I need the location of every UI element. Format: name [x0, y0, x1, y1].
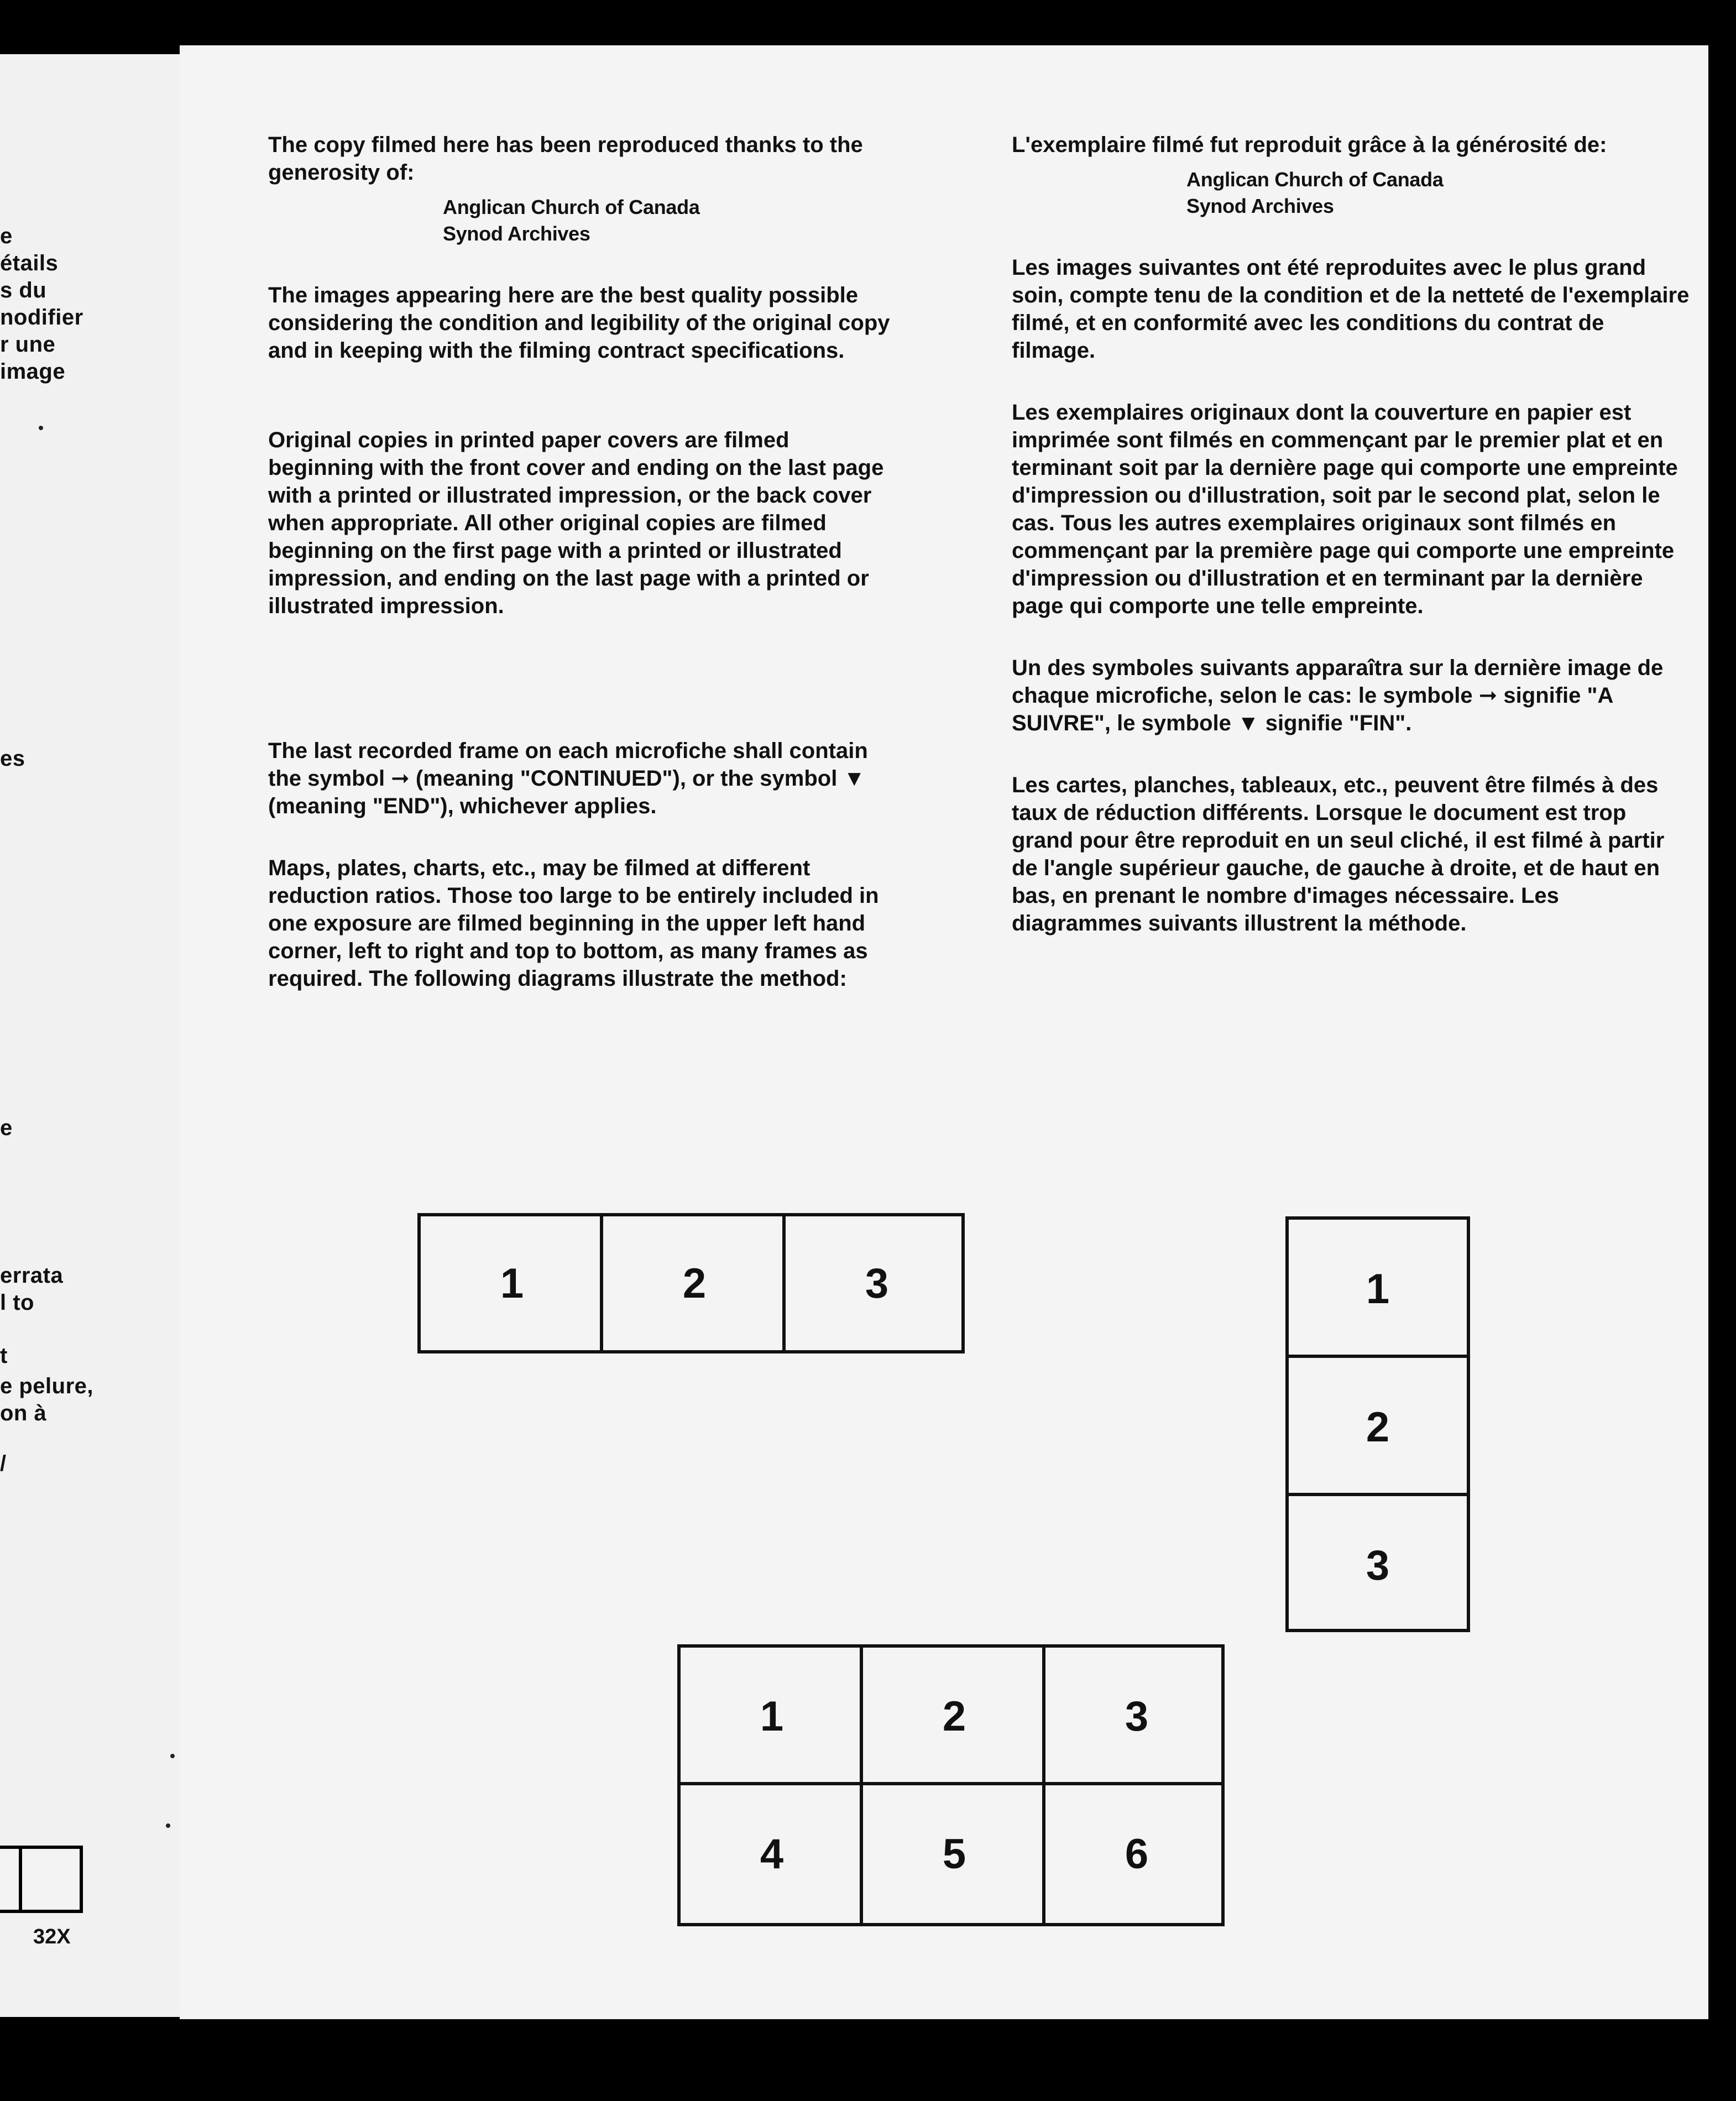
left-fragment-text: s du — [0, 278, 47, 302]
microfiche-target-page — [180, 45, 1708, 2019]
left-fragment-text: e pelure, — [0, 1374, 94, 1398]
left-fragment-text: errata — [0, 1263, 64, 1288]
left-fragment-text: es — [0, 746, 25, 771]
diagram-frame: 2 — [1366, 1403, 1390, 1451]
institution-name: Anglican Church of Canada — [1186, 168, 1444, 191]
left-fragment-text: l to — [0, 1290, 34, 1315]
maps-paragraph: Les cartes, planches, tableaux, etc., peuvent être filmés à des taux de réduction différents. Lorsque le document est trop grand pour être reproduit en un seul cliché, il est filmé à partir de l'angle supérieur gauche, de gauche à droite, et de haut en bas, en prenant le nombre d'images nécessaire. Les diagrammes suivants illustrent la méthode. — [1012, 773, 1665, 935]
credit-intro: The copy filmed here has been reproduced thanks to the generosity of: — [268, 133, 863, 185]
diagram-grid-two-by-three — [677, 1644, 1225, 1926]
covers-paragraph: Original copies in printed paper covers are filmed beginning with the front cover and ending on the last page with a printed or illustrated impression, or the back cover when appropriate. All other original copies are filmed beginning on the first page with a printed or illustrated impression, and ending on the last page with a printed or illustrated impression. — [268, 428, 884, 618]
diagram-frame: 2 — [682, 1259, 707, 1307]
diagram-frame: 3 — [1366, 1541, 1390, 1589]
diagram-frame: 5 — [942, 1831, 966, 1878]
diagram-frame: 1 — [760, 1693, 784, 1740]
left-page-strip — [0, 54, 184, 2017]
left-fragment-text: étails — [0, 251, 59, 275]
covers-paragraph: Les exemplaires originaux dont la couverture en papier est imprimée sont filmés en commençant par le premier plat et en terminant soit par la dernière page qui comporte une empreinte d'impression ou d'illustration, soit par le second plat, selon le cas. Tous les autres exemplaires originaux sont filmés en commençant par la première page qui comporte une empreinte d'impression ou d'illustration et en terminant par la dernière page qui comporte une telle empreinte. — [1012, 400, 1678, 618]
dust-speck — [39, 426, 43, 430]
reduction-scale-boxes — [0, 1846, 83, 1913]
reduction-label: 32X — [33, 1925, 71, 1948]
quality-paragraph: The images appearing here are the best quality possible considering the condition and legibility of the original copy and in keeping with the filming contract specifications. — [268, 283, 890, 363]
left-fragment-text: / — [0, 1451, 7, 1476]
credit-intro: L'exemplaire filmé fut reproduit grâce à la générosité de: — [1012, 133, 1607, 157]
diagram-frame: 2 — [942, 1693, 966, 1740]
diagram-frame: 4 — [760, 1831, 784, 1878]
symbols-paragraph: Un des symboles suivants apparaîtra sur la dernière image de chaque microfiche, selon le cas: le symbole ➞ signifie "A SUIVRE", le symbole ▼ signifie "FIN". — [1012, 656, 1664, 735]
maps-paragraph: Maps, plates, charts, etc., may be filmed at different reduction ratios. Those too large to be entirely included in one exposure are filmed beginning in the upper left hand corner, left to right and top to bottom, as many frames as required. The following diagrams illustrate the method: — [268, 856, 879, 991]
french-column — [1012, 131, 1692, 937]
left-fragment-text: nodifier — [0, 305, 83, 330]
left-fragment-text: on à — [0, 1401, 47, 1425]
diagram-three-across — [417, 1213, 965, 1353]
diagram-frame: 6 — [1125, 1831, 1149, 1878]
symbols-paragraph: The last recorded frame on each microfiche shall contain the symbol ➞ (meaning "CONTINUED"), or the symbol ▼ (meaning "END"), whichever applies. — [268, 739, 868, 818]
left-fragment-text: t — [0, 1344, 8, 1368]
english-column — [268, 131, 896, 992]
left-fragment-text: r une — [0, 332, 56, 357]
diagram-frame: 3 — [1125, 1693, 1149, 1740]
left-fragment-text: e — [0, 1116, 13, 1140]
dust-speck — [170, 1754, 175, 1758]
diagram-frame: 3 — [865, 1259, 889, 1307]
diagram-three-down — [1285, 1216, 1470, 1632]
institution-archive: Synod Archives — [1186, 195, 1334, 217]
left-fragment-text: e — [0, 224, 13, 248]
diagram-frame: 1 — [500, 1259, 524, 1307]
institution-name: Anglican Church of Canada — [443, 196, 700, 218]
dust-speck — [166, 1823, 170, 1828]
quality-paragraph: Les images suivantes ont été reproduites avec le plus grand soin, compte tenu de la condition et de la netteté de l'exemplaire filmé, et en conformité avec les conditions du contrat de filmage. — [1012, 255, 1690, 363]
institution-archive: Synod Archives — [443, 222, 590, 245]
diagram-frame: 1 — [1366, 1265, 1390, 1313]
left-fragment-text: image — [0, 359, 66, 384]
